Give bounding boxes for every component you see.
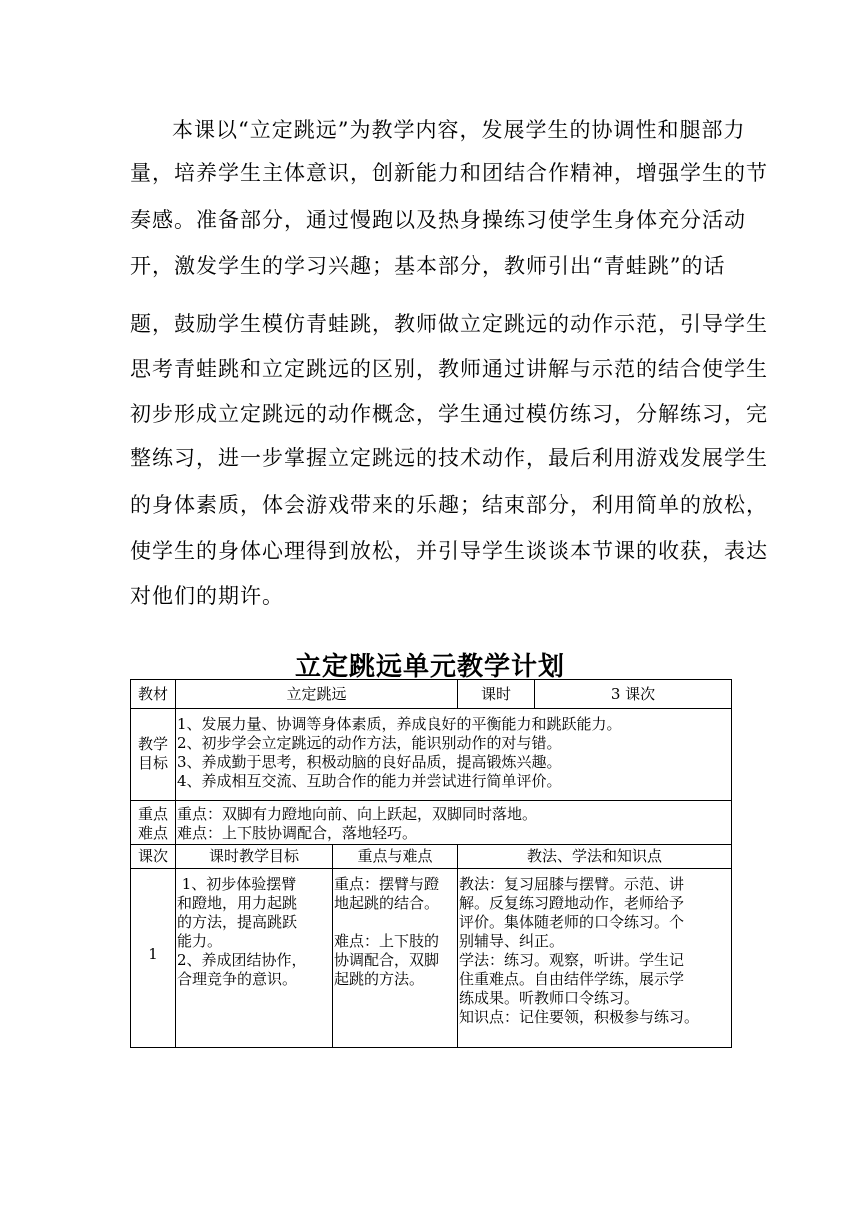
key-item: 重点：双脚有力蹬地向前、向上跃起，双脚同时落地。	[177, 805, 538, 823]
intro-line: 整练习，进一步掌握立定跳远的技术动作，最后利用游戏发展学生	[130, 446, 768, 470]
goals-list	[175, 708, 731, 800]
key-label	[131, 800, 175, 844]
goals-label	[131, 708, 175, 800]
intro-line: 量，培养学生主体意识，创新能力和团结合作精神，增强学生的节	[130, 161, 768, 185]
intro-line: 使学生的身体心理得到放松，并引导学生谈谈本节课的收获，表达	[130, 539, 768, 563]
teaching-plan-table	[130, 679, 732, 1048]
intro-line: 初步形成立定跳远的动作概念，学生通过模仿练习，分解练习，完	[130, 402, 768, 426]
lesson-key-line: 地起跳的结合。	[334, 894, 440, 912]
lesson-key-line: 起跳的方法。	[334, 970, 425, 988]
header-method: 教法、学法和知识点	[457, 844, 731, 868]
lesson-method	[457, 868, 731, 1047]
lesson-method-line: 学法：练习。观察，听讲。学生记	[459, 951, 685, 969]
intro-line: 对他们的期许。	[130, 584, 284, 608]
lesson-goal-line: 1、初步体验摆臂	[177, 875, 297, 893]
material-label: 教材	[137, 685, 168, 703]
lesson-method-line: 住重难点。自由结伴学练，展示学	[459, 970, 685, 988]
lesson-key	[332, 868, 457, 1047]
lesson-method-line: 教法：复习屈膝与摆臂。示范、讲	[459, 875, 685, 893]
hours-value: 3 课次	[534, 680, 731, 708]
goal-item: 3、养成勤于思考，积极动脑的良好品质，提高锻炼兴趣。	[177, 753, 562, 771]
intro-line: 题，鼓励学生模仿青蛙跳，教师做立定跳远的动作示范，引导学生	[130, 312, 768, 336]
intro-line: 本课以“立定跳远”为教学内容，发展学生的协调性和腿部力	[172, 118, 746, 142]
goal-item: 4、养成相互交流、互助合作的能力并尝试进行简单评价。	[177, 772, 562, 790]
header-key: 重点与难点	[332, 844, 457, 868]
material-value: 立定跳远	[175, 680, 457, 708]
hours-label: 课时	[457, 680, 534, 708]
lesson-key-line: 难点：上下肢的	[334, 932, 440, 950]
lesson-goal-line: 和蹬地，用力起跳	[177, 894, 298, 912]
lesson-method-line: 评价。集体随老师的口令练习。个	[459, 913, 685, 931]
lesson-method-line: 练成果。听教师口令练习。	[459, 989, 640, 1007]
intro-line: 的身体素质，体会游戏带来的乐趣；结束部分，利用简单的放松，	[130, 493, 768, 517]
intro-line: 奏感。准备部分，通过慢跑以及热身操练习使学生身体充分活动	[130, 208, 746, 232]
lesson-method-line: 知识点：记住要领，积极参与练习。	[459, 1008, 700, 1026]
key-item: 难点：上下肢协调配合，落地轻巧。	[177, 824, 418, 842]
key-label-line: 难点	[137, 824, 168, 842]
header-lesson: 课次	[131, 844, 175, 868]
goals-label-line: 目标	[137, 754, 168, 772]
lesson-number: 1	[131, 868, 175, 1047]
plan-title: 立定跳远单元教学计划	[294, 652, 565, 682]
lesson-goal-line: 的方法，提高跳跃	[177, 913, 298, 931]
goal-item: 1、发展力量、协调等身体素质，养成良好的平衡能力和跳跃能力。	[177, 715, 622, 733]
goal-item: 2、初步学会立定跳远的动作方法，能识别动作的对与错。	[177, 734, 562, 752]
goals-label-line: 教学	[137, 735, 168, 753]
lesson-goal-line: 合理竞争的意识。	[177, 970, 298, 988]
lesson-key-spacer	[334, 913, 457, 932]
lesson-goal-line: 2、养成团结协作，	[177, 951, 307, 969]
intro-line: 开，激发学生的学习兴趣；基本部分，教师引出“青蛙跳”的话	[130, 254, 726, 278]
header-goal: 课时教学目标	[175, 844, 332, 868]
lesson-key-line: 重点：摆臂与蹬	[334, 875, 440, 893]
lesson-goal	[175, 868, 332, 1047]
lesson-method-line: 解。反复练习蹬地动作，老师给予	[459, 894, 685, 912]
key-label-line: 重点	[137, 805, 168, 823]
lesson-key-line: 协调配合，双脚	[334, 951, 440, 969]
intro-line: 思考青蛙跳和立定跳远的区别，教师通过讲解与示范的结合使学生	[130, 357, 768, 381]
lesson-goal-line: 能力。	[177, 932, 223, 950]
lesson-method-line: 别辅导、纠正。	[459, 932, 565, 950]
key-list	[175, 800, 731, 844]
